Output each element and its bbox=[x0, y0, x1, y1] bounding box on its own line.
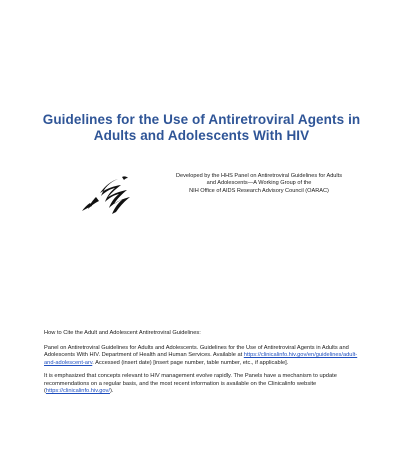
citation-link[interactable]: https://clinicalinfo.hiv.gov/en/guidelines/adult-and-adolescent-arv bbox=[44, 352, 358, 366]
developed-line-1: Developed by the HHS Panel on Antiretroviral Guidelines for Adults bbox=[175, 173, 343, 179]
developed-line-2: and Adolescents—A Working Group of the bbox=[206, 180, 312, 187]
citation-section bbox=[44, 330, 364, 402]
hhs-eagle-logo-icon bbox=[78, 173, 140, 217]
emphasis-text-1: It is emphasized that concepts relevant to HIV management evolve rapidly. The Panels have a mechanism to update recommendations on a regular basis, and the most recent information is available on the Clinicalinfo website ( bbox=[44, 373, 337, 394]
emphasis-text-2: ). bbox=[109, 388, 114, 394]
title-line-1: Guidelines for the Use of Antiretroviral Agents in bbox=[42, 112, 361, 127]
citation-text-2: . Accessed (insert date) [insert page number, table number, etc., if applicable]. bbox=[92, 359, 289, 366]
clinicalinfo-website-link[interactable]: https://clinicalinfo.hiv.gov/ bbox=[45, 388, 110, 394]
developed-line-3: NIH Office of AIDS Research Advisory Council (OARAC) bbox=[189, 187, 329, 194]
developed-by-text bbox=[144, 173, 374, 195]
citation-text-1: Panel on Antiretroviral Guidelines for Adults and Adolescents. Guidelines for the Use of Antiretroviral Agents in Adults and Adolescents With HIV. Department of Health and Human Services. Available at bbox=[44, 344, 349, 358]
emphasis-paragraph bbox=[44, 373, 364, 396]
citation-paragraph bbox=[44, 345, 364, 368]
cite-heading: How to Cite the Adult and Adolescent Antiretroviral Guidelines: bbox=[44, 330, 201, 336]
title-line-2: Adults and Adolescents With HIV bbox=[93, 128, 310, 143]
document-title bbox=[20, 112, 383, 144]
